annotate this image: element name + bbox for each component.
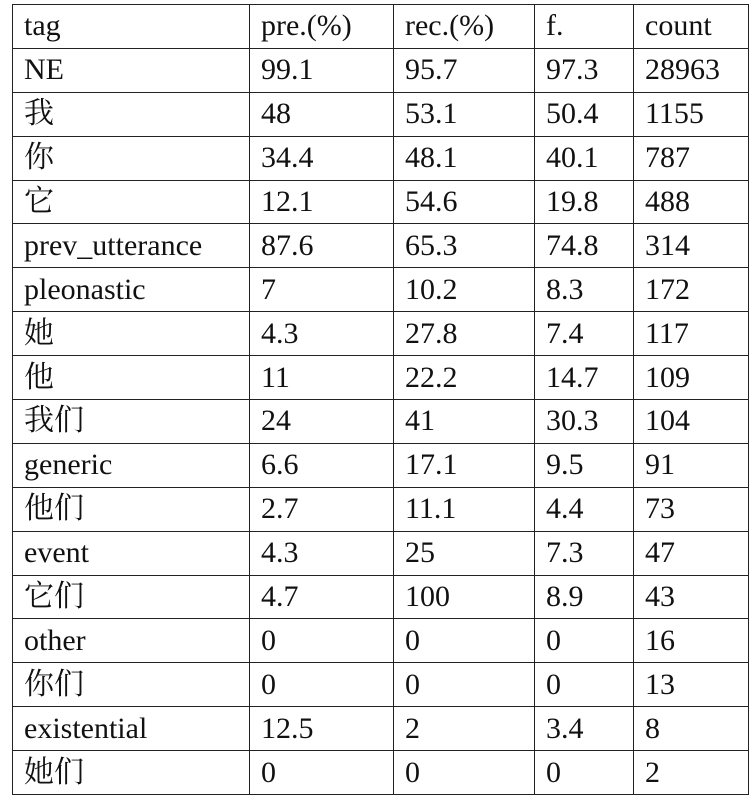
table-row bbox=[13, 312, 749, 356]
f-score-cell: 8.3 bbox=[535, 268, 634, 312]
count-cell: 787 bbox=[634, 136, 749, 180]
tag-cell: 你 bbox=[13, 136, 250, 180]
f-score-cell: 74.8 bbox=[535, 224, 634, 268]
count-cell: 2 bbox=[634, 751, 749, 795]
count-cell: 314 bbox=[634, 224, 749, 268]
tag-cell: 它 bbox=[13, 180, 250, 224]
recall-cell: 65.3 bbox=[394, 224, 535, 268]
tag-cell: 他们 bbox=[13, 487, 250, 531]
tag-cell: 她 bbox=[13, 312, 250, 356]
count-cell: 73 bbox=[634, 487, 749, 531]
f-score-cell: 7.4 bbox=[535, 312, 634, 356]
count-cell: 16 bbox=[634, 619, 749, 663]
precision-cell: 0 bbox=[250, 663, 394, 707]
f-score-cell: 0 bbox=[535, 619, 634, 663]
recall-cell: 11.1 bbox=[394, 487, 535, 531]
count-cell: 47 bbox=[634, 531, 749, 575]
f-score-cell: 97.3 bbox=[535, 48, 634, 92]
precision-cell: 99.1 bbox=[250, 48, 394, 92]
precision-cell: 7 bbox=[250, 268, 394, 312]
table-row bbox=[13, 136, 749, 180]
f-score-cell: 7.3 bbox=[535, 531, 634, 575]
precision-cell: 48 bbox=[250, 92, 394, 136]
recall-cell: 53.1 bbox=[394, 92, 535, 136]
table-row bbox=[13, 707, 749, 751]
f-score-cell: 50.4 bbox=[535, 92, 634, 136]
precision-cell: 0 bbox=[250, 619, 394, 663]
table-row bbox=[13, 443, 749, 487]
header-tag: tag bbox=[13, 5, 250, 49]
count-cell: 28963 bbox=[634, 48, 749, 92]
precision-cell: 4.3 bbox=[250, 312, 394, 356]
table-row bbox=[13, 92, 749, 136]
table-row bbox=[13, 180, 749, 224]
precision-cell: 34.4 bbox=[250, 136, 394, 180]
count-cell: 91 bbox=[634, 443, 749, 487]
tag-cell: generic bbox=[13, 443, 250, 487]
header-count: count bbox=[634, 5, 749, 49]
f-score-cell: 0 bbox=[535, 751, 634, 795]
recall-cell: 41 bbox=[394, 400, 535, 444]
count-cell: 117 bbox=[634, 312, 749, 356]
f-score-cell: 40.1 bbox=[535, 136, 634, 180]
table-row bbox=[13, 751, 749, 795]
recall-cell: 25 bbox=[394, 531, 535, 575]
f-score-cell: 3.4 bbox=[535, 707, 634, 751]
f-score-cell: 0 bbox=[535, 663, 634, 707]
precision-cell: 2.7 bbox=[250, 487, 394, 531]
precision-cell: 11 bbox=[250, 356, 394, 400]
tag-cell: 我 bbox=[13, 92, 250, 136]
table-row bbox=[13, 531, 749, 575]
header-recall: rec.(%) bbox=[394, 5, 535, 49]
recall-cell: 54.6 bbox=[394, 180, 535, 224]
recall-cell: 22.2 bbox=[394, 356, 535, 400]
f-score-cell: 30.3 bbox=[535, 400, 634, 444]
recall-cell: 2 bbox=[394, 707, 535, 751]
f-score-cell: 14.7 bbox=[535, 356, 634, 400]
tag-cell: NE bbox=[13, 48, 250, 92]
count-cell: 8 bbox=[634, 707, 749, 751]
precision-cell: 87.6 bbox=[250, 224, 394, 268]
precision-cell: 0 bbox=[250, 751, 394, 795]
recall-cell: 0 bbox=[394, 619, 535, 663]
results-table bbox=[12, 4, 749, 795]
table-row bbox=[13, 487, 749, 531]
recall-cell: 10.2 bbox=[394, 268, 535, 312]
tag-cell: existential bbox=[13, 707, 250, 751]
f-score-cell: 19.8 bbox=[535, 180, 634, 224]
precision-cell: 6.6 bbox=[250, 443, 394, 487]
tag-cell: 她们 bbox=[13, 751, 250, 795]
header-precision: pre.(%) bbox=[250, 5, 394, 49]
f-score-cell: 9.5 bbox=[535, 443, 634, 487]
count-cell: 488 bbox=[634, 180, 749, 224]
tag-cell: other bbox=[13, 619, 250, 663]
recall-cell: 48.1 bbox=[394, 136, 535, 180]
table-row bbox=[13, 400, 749, 444]
header-row bbox=[13, 5, 749, 49]
precision-cell: 24 bbox=[250, 400, 394, 444]
recall-cell: 0 bbox=[394, 751, 535, 795]
f-score-cell: 8.9 bbox=[535, 575, 634, 619]
table-row bbox=[13, 268, 749, 312]
count-cell: 104 bbox=[634, 400, 749, 444]
precision-cell: 12.5 bbox=[250, 707, 394, 751]
recall-cell: 27.8 bbox=[394, 312, 535, 356]
count-cell: 13 bbox=[634, 663, 749, 707]
table-row bbox=[13, 224, 749, 268]
tag-cell: 它们 bbox=[13, 575, 250, 619]
recall-cell: 0 bbox=[394, 663, 535, 707]
count-cell: 109 bbox=[634, 356, 749, 400]
count-cell: 43 bbox=[634, 575, 749, 619]
count-cell: 172 bbox=[634, 268, 749, 312]
precision-cell: 4.3 bbox=[250, 531, 394, 575]
precision-cell: 4.7 bbox=[250, 575, 394, 619]
recall-cell: 95.7 bbox=[394, 48, 535, 92]
table-row bbox=[13, 575, 749, 619]
f-score-cell: 4.4 bbox=[535, 487, 634, 531]
recall-cell: 100 bbox=[394, 575, 535, 619]
tag-cell: prev_utterance bbox=[13, 224, 250, 268]
tag-cell: pleonastic bbox=[13, 268, 250, 312]
tag-cell: 我们 bbox=[13, 400, 250, 444]
table-row bbox=[13, 619, 749, 663]
table-row bbox=[13, 48, 749, 92]
table-row bbox=[13, 356, 749, 400]
count-cell: 1155 bbox=[634, 92, 749, 136]
tag-cell: 你们 bbox=[13, 663, 250, 707]
header-f-score: f. bbox=[535, 5, 634, 49]
table-row bbox=[13, 663, 749, 707]
precision-cell: 12.1 bbox=[250, 180, 394, 224]
recall-cell: 17.1 bbox=[394, 443, 535, 487]
tag-cell: event bbox=[13, 531, 250, 575]
tag-cell: 他 bbox=[13, 356, 250, 400]
